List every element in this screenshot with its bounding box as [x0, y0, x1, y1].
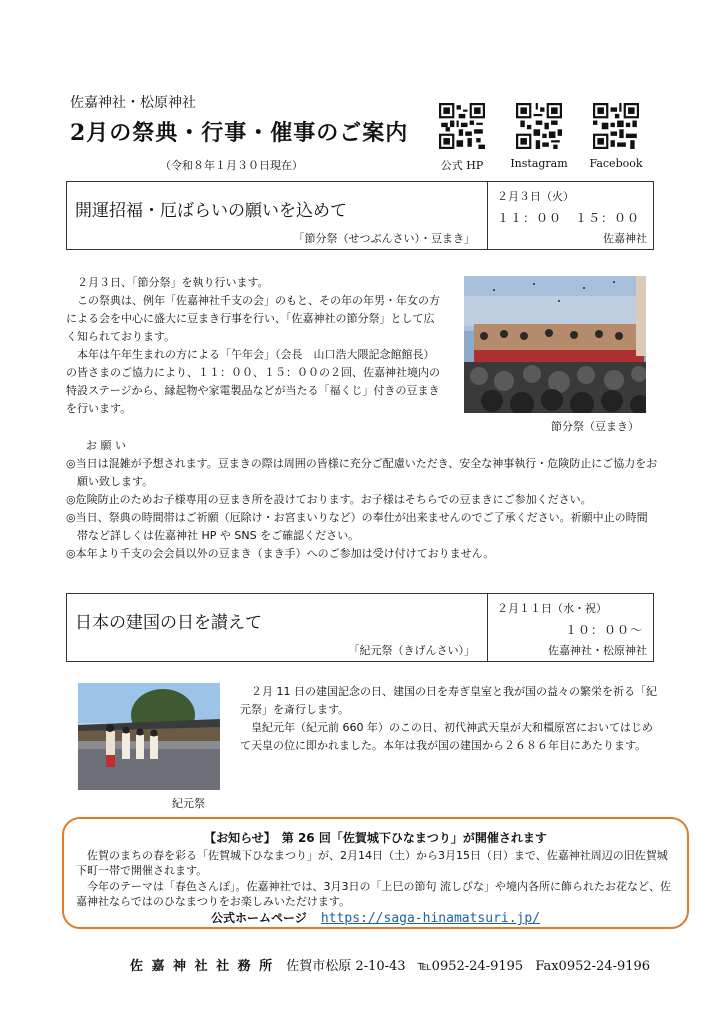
box-divider — [487, 182, 488, 249]
event2-paragraph: ２月 11 日の建国記念の日、建国の日を寿ぎ皇室と我が国の益々の繁栄を祈る「紀元祭」を斎行します。 — [240, 685, 657, 716]
office-fax: Fax0952-24-9196 — [535, 959, 651, 974]
qr-code-icon[interactable] — [593, 103, 639, 149]
office-address: 佐賀市松原 2-10-43 — [286, 959, 406, 974]
organization-name: 佐嘉神社・松原神社 — [70, 95, 196, 111]
office-name: 佐 嘉 神 社 社 務 所 — [130, 959, 275, 974]
footer — [130, 955, 650, 974]
event2-place: 佐嘉神社・松原神社 — [548, 644, 647, 657]
request-item: ◎当日は混雑が予想されます。豆まきの際は周囲の皆様に充分ご配慮いただき、安全な神事執行・危険防止にご協力をお願い致します。 — [66, 457, 658, 488]
qr-label-facebook: Facebook — [589, 157, 643, 170]
as-of-date: （令和８年１月３０日現在） — [160, 159, 303, 172]
notice-line2: 今年のテーマは「春色さんぽ」。佐嘉神社では、3月3日の「上巳の節句 流しびな」や境内各所に飾られたお花など、佐嘉神社ならではのひなまつりをお楽しみいただけます。 — [76, 880, 671, 908]
event1-place: 佐嘉神社 — [603, 232, 647, 245]
request-item: ◎危険防止のためお子様専用の豆まき所を設けております。お子様はそちらでの豆まきにご参加ください。 — [66, 493, 592, 506]
homepage-label: 公式ホームページ — [210, 911, 307, 925]
event2-paragraph: 皇紀元年（紀元前 660 年）のこの日、初代神武天皇が大和橿原宮においてはじめて天皇の位に即かれました。本年は我が国の建国から２６８６年目にあたります。 — [240, 721, 653, 752]
notice-title: 【お知らせ】 第 26 回「佐賀城下ひなまつり」が開催されます — [204, 831, 547, 845]
event1-paragraph: 本年は午年生まれの方による「午年会」（会長 山口浩大隈記念館館長）の皆さまのご協力により、１１：００、１５：００の２回、佐嘉神社境内の特設ステージから、縁起物や家電製品などが当たる「福くじ」付きの豆まきを行います。 — [66, 348, 440, 415]
notice-line1: 佐賀のまちの春を彩る「佐賀城下ひなまつり」が、2月14日（土）から3月15日（日）まで、佐嘉神社周辺の旧佐賀城下町一帯で開催されます。 — [76, 849, 668, 877]
event2-body — [240, 683, 658, 755]
setsubun-photo-caption: 節分祭（豆まき） — [551, 420, 639, 433]
qr-code-icon[interactable] — [439, 103, 485, 149]
event1-time: １１：００ １５：００ — [497, 211, 641, 225]
kigensai-photo-caption: 紀元祭 — [172, 797, 205, 810]
qr-code-icon[interactable] — [516, 103, 562, 149]
event2-header-box — [66, 593, 654, 662]
qr-label-instagram: Instagram — [510, 157, 568, 170]
event1-headline: 開運招福・厄ばらいの願いを込めて — [75, 201, 347, 221]
requests-heading: お 願 い — [86, 439, 126, 452]
setsubun-photo — [464, 276, 646, 413]
event2-time: １０：００～ — [564, 623, 643, 637]
event2-date: ２月１１日（水・祝） — [497, 602, 607, 615]
request-item: ◎本年より千支の会会員以外の豆まき（まき手）へのご参加は受け付けておりません。 — [66, 547, 495, 560]
event1-paragraph: この祭典は、例年「佐嘉神社千支の会」のもと、その年の年男・年女の方による会を中心に盛大に豆まき行事を行い、「佐嘉神社の節分祭」として広く知られております。 — [66, 294, 440, 343]
requests-list — [66, 455, 658, 563]
event1-body — [66, 274, 442, 418]
notice-box — [62, 817, 689, 929]
event2-name: 「紀元祭（きげんさい）」 — [348, 644, 475, 657]
request-item: ◎当日、祭典の時間帯はご祈願（厄除け・お宮まいりなど）の奉仕が出来ませんのでご了承ください。祈願中止の時間帯など詳しくは佐嘉神社 HP や SNS をご確認ください。 — [66, 511, 648, 542]
event1-date: ２月３日（火） — [497, 190, 574, 203]
event1-paragraph: ２月３日、「節分祭」を執り行います。 — [77, 276, 269, 289]
homepage-row — [64, 909, 687, 926]
kigensai-photo — [78, 683, 220, 790]
event1-name: 「節分祭（せつぶんさい）・豆まき」 — [293, 232, 475, 245]
page-title: 2月の祭典・行事・催事のご案内 — [70, 120, 409, 146]
box-divider — [487, 594, 488, 661]
qr-label-hp: 公式 HP — [440, 159, 484, 172]
event1-header-box — [66, 181, 654, 250]
homepage-link[interactable]: https://saga-hinamatsuri.jp/ — [320, 911, 541, 926]
office-tel: ℡0952-24-9195 — [417, 959, 524, 974]
event2-headline: 日本の建国の日を讃えて — [75, 613, 262, 633]
